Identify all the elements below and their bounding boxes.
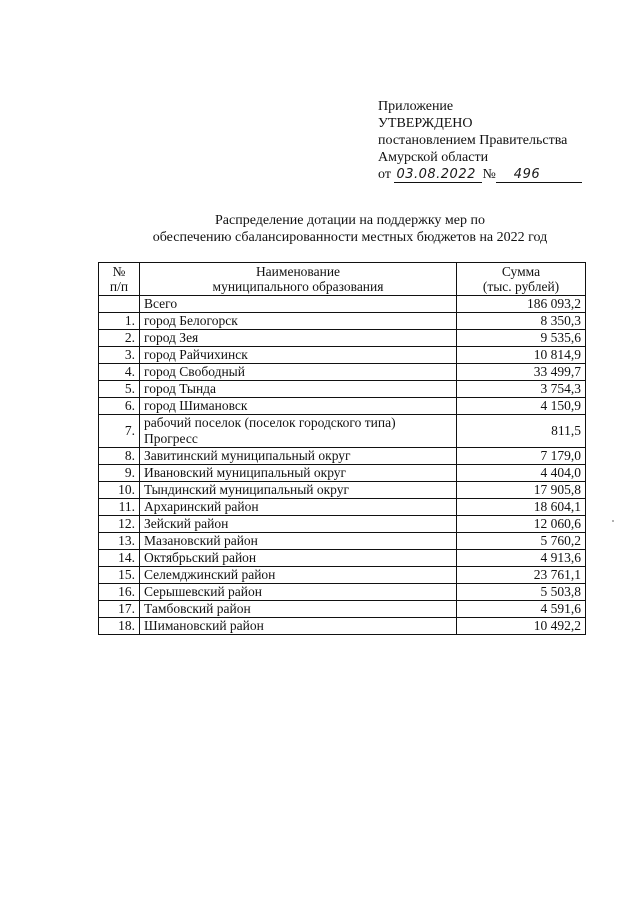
total-sum: 186 093,2 xyxy=(457,296,586,313)
row-sum: 4 913,6 xyxy=(457,550,586,567)
title-line-1: Распределение дотации на поддержку мер по xyxy=(215,213,485,228)
row-num: 18. xyxy=(99,618,140,635)
row-sum: 4 591,6 xyxy=(457,601,586,618)
header-name xyxy=(140,263,457,296)
table-row xyxy=(99,398,586,415)
row-sum: 4 150,9 xyxy=(457,398,586,415)
table-row xyxy=(99,533,586,550)
table-row xyxy=(99,313,586,330)
row-sum: 5 760,2 xyxy=(457,533,586,550)
total-row xyxy=(99,296,586,313)
row-name: Зейский район xyxy=(140,516,457,533)
row-name: город Тында xyxy=(140,381,457,398)
table-row xyxy=(99,584,586,601)
header-sum xyxy=(457,263,586,296)
table-row xyxy=(99,364,586,381)
scan-speck xyxy=(612,520,614,522)
row-sum: 17 905,8 xyxy=(457,482,586,499)
row-name: город Шимановск xyxy=(140,398,457,415)
table-row xyxy=(99,482,586,499)
table-row xyxy=(99,550,586,567)
row-name: Селемджинский район xyxy=(140,567,457,584)
appendix-label: Приложение xyxy=(378,99,454,114)
row-name: город Свободный xyxy=(140,364,457,381)
row-num: 7. xyxy=(99,415,140,448)
handwritten-date: 03.08.2022 xyxy=(396,167,476,182)
header-name-line-1: Наименование xyxy=(255,264,341,279)
resolution-label: постановлением Правительства xyxy=(378,133,568,148)
row-name: Серышевский район xyxy=(140,584,457,601)
row-name: Архаринский район xyxy=(140,499,457,516)
header-num-line-1: № xyxy=(112,264,126,279)
header-sum-line-1: Сумма xyxy=(501,264,541,279)
row-name: Ивановский муниципальный округ xyxy=(140,465,457,482)
from-prefix: от xyxy=(378,167,391,182)
row-num: 8. xyxy=(99,448,140,465)
row-name: город Белогорск xyxy=(140,313,457,330)
row-sum: 7 179,0 xyxy=(457,448,586,465)
row-num: 1. xyxy=(99,313,140,330)
number-field xyxy=(496,168,582,183)
number-sign: № xyxy=(482,167,496,182)
row-num: 4. xyxy=(99,364,140,381)
document-title xyxy=(100,212,600,246)
region-label: Амурской области xyxy=(378,150,489,165)
row-num: 2. xyxy=(99,330,140,347)
row-num: 10. xyxy=(99,482,140,499)
total-name: Всего xyxy=(140,296,457,313)
row-sum: 18 604,1 xyxy=(457,499,586,516)
approval-block xyxy=(378,98,582,183)
header-num-line-2: п/п xyxy=(109,279,129,294)
row-sum: 10 814,9 xyxy=(457,347,586,364)
table-row xyxy=(99,499,586,516)
row-name: город Зея xyxy=(140,330,457,347)
row-sum: 4 404,0 xyxy=(457,465,586,482)
header-sum-line-2: (тыс. рублей) xyxy=(482,279,560,294)
row-name-line-2: Прогресс xyxy=(144,431,198,446)
table-header-row xyxy=(99,263,586,296)
table-row xyxy=(99,448,586,465)
total-num-cell xyxy=(99,296,140,313)
table-row xyxy=(99,330,586,347)
row-name: Тамбовский район xyxy=(140,601,457,618)
table-row xyxy=(99,347,586,364)
row-num: 17. xyxy=(99,601,140,618)
header-num xyxy=(99,263,140,296)
row-num: 5. xyxy=(99,381,140,398)
table-row xyxy=(99,465,586,482)
row-sum: 9 535,6 xyxy=(457,330,586,347)
row-name: Мазановский район xyxy=(140,533,457,550)
table-row xyxy=(99,567,586,584)
row-num: 9. xyxy=(99,465,140,482)
subsidy-table xyxy=(98,262,586,635)
table-row xyxy=(99,415,586,448)
row-name: город Райчихинск xyxy=(140,347,457,364)
row-num: 15. xyxy=(99,567,140,584)
row-sum: 33 499,7 xyxy=(457,364,586,381)
date-field xyxy=(394,168,482,183)
date-number-line xyxy=(378,166,582,183)
row-num: 3. xyxy=(99,347,140,364)
row-sum: 5 503,8 xyxy=(457,584,586,601)
approved-label: УТВЕРЖДЕНО xyxy=(378,116,473,131)
row-sum: 10 492,2 xyxy=(457,618,586,635)
row-name: Шимановский район xyxy=(140,618,457,635)
row-sum: 3 754,3 xyxy=(457,381,586,398)
row-name-line-1: рабочий поселок (поселок городского типа) xyxy=(144,415,396,430)
row-name: Октябрьский район xyxy=(140,550,457,567)
header-name-line-2: муниципального образования xyxy=(212,279,384,294)
table-row xyxy=(99,381,586,398)
row-num: 16. xyxy=(99,584,140,601)
table-row xyxy=(99,618,586,635)
row-name: Завитинский муниципальный округ xyxy=(140,448,457,465)
row-sum: 23 761,1 xyxy=(457,567,586,584)
row-sum: 12 060,6 xyxy=(457,516,586,533)
row-num: 6. xyxy=(99,398,140,415)
title-line-2: обеспечению сбалансированности местных бюджетов на 2022 год xyxy=(152,230,548,245)
row-num: 14. xyxy=(99,550,140,567)
handwritten-number: 496 xyxy=(513,167,541,182)
row-num: 13. xyxy=(99,533,140,550)
row-sum: 811,5 xyxy=(457,415,586,448)
row-sum: 8 350,3 xyxy=(457,313,586,330)
table-row xyxy=(99,516,586,533)
row-num: 11. xyxy=(99,499,140,516)
table-row xyxy=(99,601,586,618)
row-num: 12. xyxy=(99,516,140,533)
row-name: Тындинский муниципальный округ xyxy=(140,482,457,499)
row-name xyxy=(140,415,457,448)
